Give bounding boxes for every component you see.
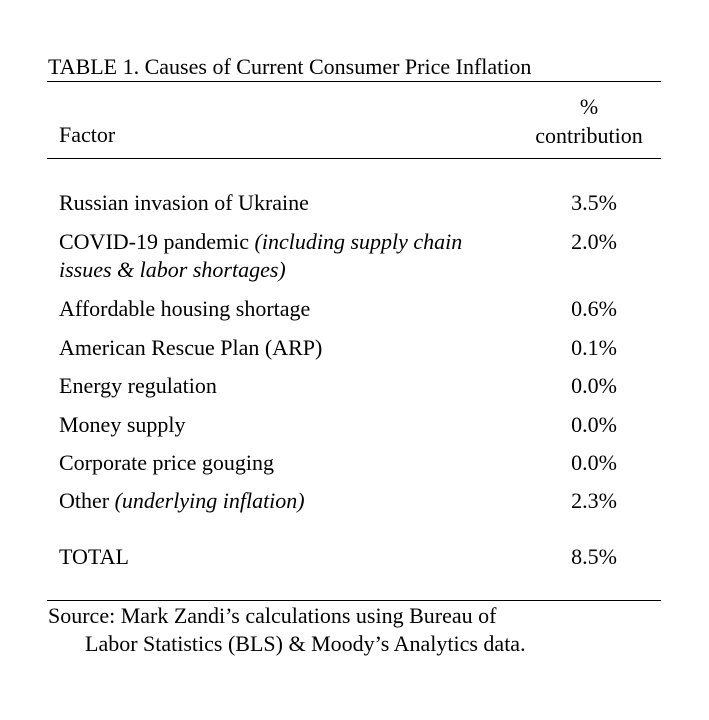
header-factor: Factor [59, 122, 116, 147]
row-value: 2.3% [571, 488, 617, 513]
factor-text: Russian invasion of Ukraine [59, 190, 309, 215]
row-factor [59, 334, 479, 362]
row-factor [59, 189, 479, 217]
factor-text: Affordable housing shortage [59, 296, 311, 321]
header-rule [47, 158, 661, 159]
total-value: 8.5% [571, 544, 617, 569]
header-contribution-percent: % [579, 94, 599, 119]
row-value: 0.6% [571, 296, 617, 321]
row-value: 0.0% [571, 373, 617, 398]
table-caption: TABLE 1. Causes of Current Consumer Price Inflation [48, 54, 532, 79]
row-factor [59, 487, 479, 515]
factor-text: Energy regulation [59, 373, 217, 398]
factor-text: American Rescue Plan (ARP) [59, 335, 323, 360]
row-value: 3.5% [571, 190, 617, 215]
row-value: 0.1% [571, 335, 617, 360]
total-label: TOTAL [59, 544, 129, 569]
row-factor [59, 228, 464, 284]
top-rule [47, 81, 661, 82]
row-value: 0.0% [571, 412, 617, 437]
factor-text: Other [59, 488, 115, 513]
row-value: 0.0% [571, 450, 617, 475]
factor-note: (including supply chain issues & labor shortages) [59, 229, 463, 282]
factor-text: Money supply [59, 412, 186, 437]
header-contribution-label: contribution [535, 123, 643, 148]
factor-text: COVID-19 pandemic [59, 229, 255, 254]
factor-note: (underlying inflation) [114, 488, 305, 513]
row-factor [59, 411, 479, 439]
factor-text: Corporate price gouging [59, 450, 275, 475]
header-contribution [520, 92, 658, 150]
row-factor [59, 295, 479, 323]
source-note [48, 602, 526, 658]
row-factor [59, 372, 479, 400]
row-value: 2.0% [571, 229, 617, 254]
source-line-1: Source: Mark Zandi’s calculations using Bureau of [48, 603, 497, 628]
source-line-2: Labor Statistics (BLS) & Moody’s Analytics data. [85, 631, 526, 656]
bottom-rule [47, 600, 661, 601]
row-factor [59, 449, 479, 477]
